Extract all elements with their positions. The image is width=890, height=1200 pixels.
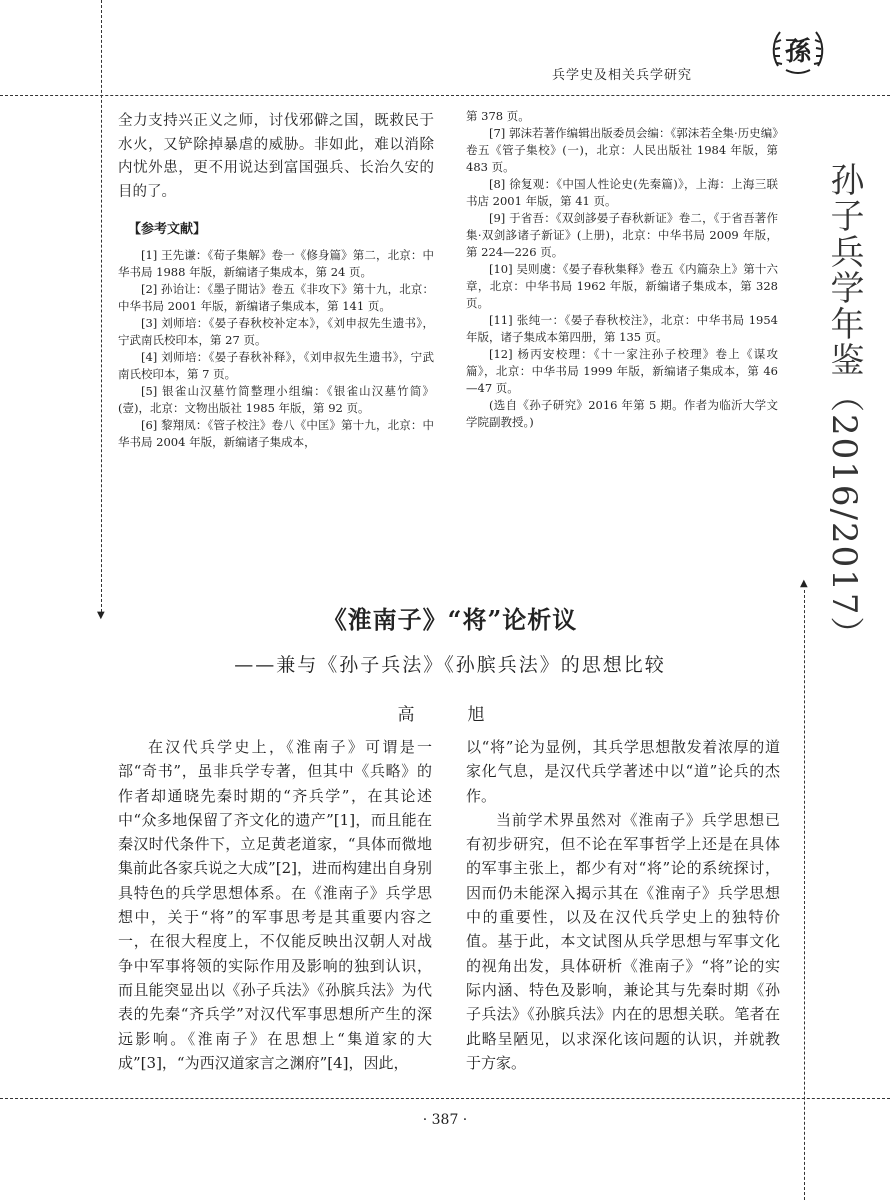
yearbook-logo-icon — [768, 22, 828, 82]
top-right-column — [466, 108, 778, 431]
running-header: 兵学史及相关兵学研究 — [552, 68, 693, 83]
reference-item: [2] 孙诒让：《墨子閒诂》卷五《非攻下》第十九，北京：中华书局 2001 年版，新编诸子集成本，第 141 页。 — [118, 282, 434, 313]
down-arrow-marker: ▼ — [97, 610, 105, 621]
reference-item: [1] 王先谦：《荀子集解》卷一《修身篇》第二，北京：中华书局 1988 年版，新编诸子集成本，第 24 页。 — [118, 248, 434, 279]
reference-item: [12] 杨丙安校理：《十一家注孙子校理》卷上《谋攻篇》，北京：中华书局 1999 年版，新编诸子集成本，第 46—47 页。 — [466, 347, 778, 395]
reference-item: [9] 于省吾：《双剑誃晏子春秋新证》卷二，《于省吾著作集·双剑誃诸子新证》(上册)，北京：中华书局 2009 年版，第 224—226 页。 — [466, 211, 778, 259]
article-body-left — [118, 735, 432, 1075]
reference-item: [8] 徐复观：《中国人性论史(先秦篇)》，上海：上海三联书店 2001 年版，第 41 页。 — [466, 177, 778, 208]
footer-dashed-rule — [0, 1098, 890, 1099]
svg-text:孫: 孫 — [784, 37, 812, 67]
source-note: (选自《孙子研究》2016 年第 5 期。作者为临沂大学文学院副教授。) — [466, 398, 778, 429]
up-arrow-marker: ▲ — [800, 578, 808, 589]
reference-item: [4] 刘师培：《晏子春秋补释》，《刘申叔先生遗书》，宁武南氏校印本，第 7 页。 — [118, 350, 434, 381]
body-paragraph: 在汉代兵学史上，《淮南子》可谓是一部“奇书”，虽非兵学专著，但其中《兵略》的作者却通晓先秦时期的“齐兵学”，在其论述中“众多地保留了齐文化的遗产”[1]，而且能在秦汉时代条件下，立足黄老道家，“具体而微地集前此各家兵说之大成”[2]，进而构建出自身别具特色的兵学思想体系。在《淮南子》兵学思想中，关于“将”的军事思考是其重要内容之一，在很大程度上，不仅能反映出汉朝人对战争中军事将领的实际作用及影响的独到认识，而且能突显出以《孙子兵法》《孙膑兵法》为代表的先秦“齐兵学”对汉代军事思想所产生的深远影响。《淮南子》在思想上“集道家的大成”[3]，“为西汉道家言之渊府”[4]，因此， — [118, 738, 432, 1072]
reference-continuation: 第 378 页。 — [466, 109, 530, 123]
body-paragraph: 当前学术界虽然对《淮南子》兵学思想已有初步研究，但不论在军事哲学上还是在具体的军事主张上，都少有对“将”论的系统探讨，因而仍未能深入揭示其在《淮南子》兵学思想中的重要性，以及在汉代兵学史上的独特价值。基于此，本文试图从兵学思想与军事文化的视角出发，具体研析《淮南子》“将”论的实际内涵、特色及影响，兼论其与先秦时期《孙子兵法》《孙膑兵法》内在的思想关联。笔者在此略呈陋见，以求深化该问题的认识，并就教于方家。 — [466, 810, 780, 1072]
article-subtitle: ——兼与《孙子兵法》《孙膑兵法》的思想比较 — [234, 654, 666, 676]
reference-item: [6] 黎翔凤：《管子校注》卷八《中匡》第十九，北京：中华书局 2004 年版，新编诸子集成本， — [118, 418, 434, 449]
article-author: 高 旭 — [397, 705, 503, 725]
top-left-column — [118, 110, 434, 451]
reference-item: [10] 吴则虞：《晏子春秋集释》卷五《内篇杂上》第十六章，北京：中华书局 1962 年版，新编诸子集成本，第 328 页。 — [466, 262, 778, 310]
page-number: · 387 · — [422, 1112, 468, 1128]
article-body-right — [466, 735, 780, 1075]
article-title: 《淮南子》“将”论析议 — [322, 605, 578, 634]
reference-item: [5] 银雀山汉墓竹简整理小组编：《银雀山汉墓竹简》(壹)，北京：文物出版社 1985 年版，第 92 页。 — [118, 384, 434, 415]
header-dashed-rule — [0, 95, 890, 96]
reference-item: [3] 刘师培：《晏子春秋校补定本》，《刘申叔先生遗书》，宁武南氏校印本，第 27 页。 — [118, 316, 434, 347]
reference-item: [11] 张纯一：《晏子春秋校注》，北京：中华书局 1954 年版，诸子集成本第四册，第 135 页。 — [466, 313, 778, 344]
body-paragraph: 以“将”论为显例，其兵学思想散发着浓厚的道家化气息，是汉代兵学著述中以“道”论兵的杰作。 — [466, 738, 780, 805]
reference-item: [7] 郭沫若著作编辑出版委员会编：《郭沫若全集·历史编》卷五《管子集校》(一)，北京：人民出版社 1984 年版，第 483 页。 — [466, 126, 778, 174]
references-heading: 【参考文献】 — [128, 222, 207, 237]
left-dashed-rule — [101, 0, 102, 612]
previous-article-ending: 全力支持兴正义之师，讨伐邪僻之国，既救民于水火，又铲除掉暴虐的威胁。非如此，难以消除内忧外患，更不用说达到富国强兵、长治久安的目的了。 — [118, 113, 434, 200]
right-dashed-rule — [804, 590, 805, 1200]
yearbook-vertical-title: 孙子兵学年鉴（2016/2017） — [824, 162, 864, 653]
